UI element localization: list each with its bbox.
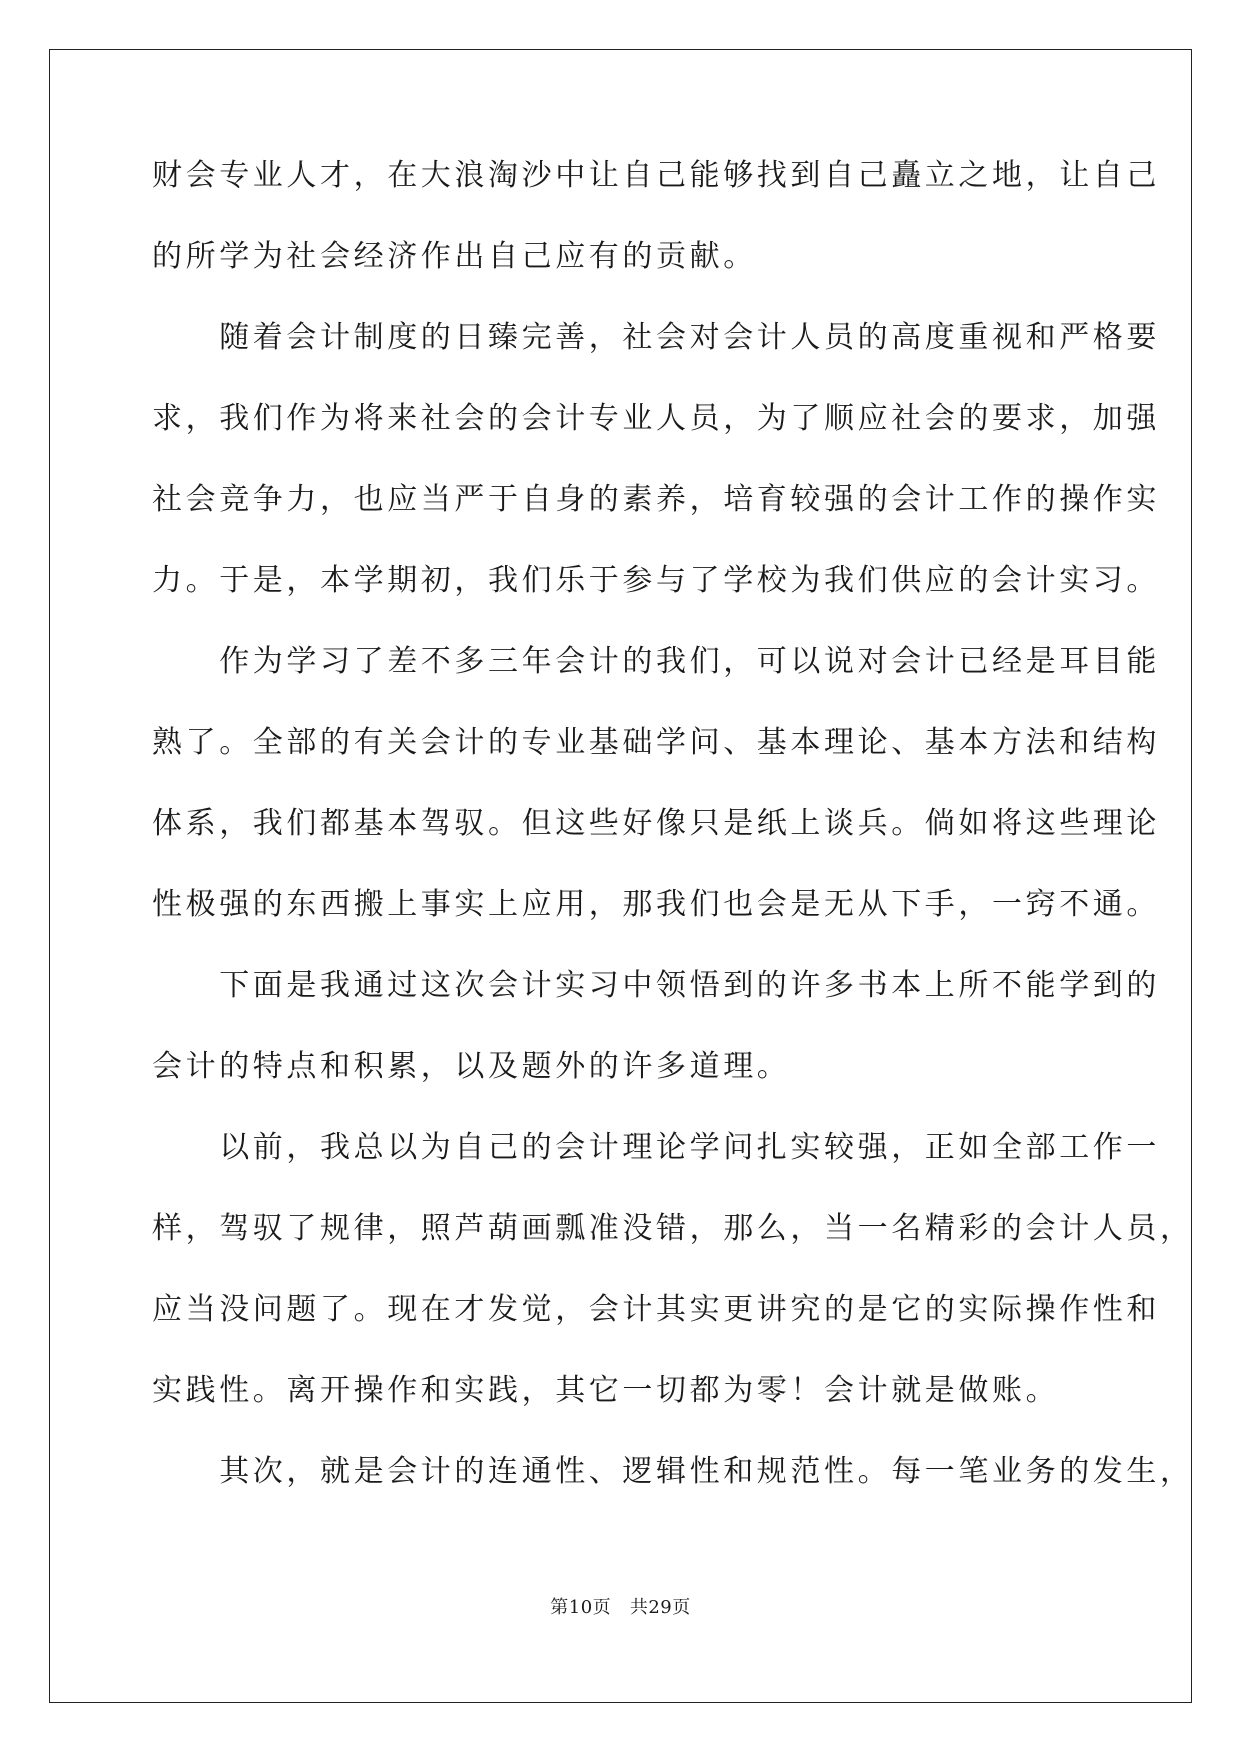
page-footer [0,1596,1241,1620]
text-line: 会计的特点和积累，以及题外的许多道理。 [152,1049,791,1084]
text-line: 作为学习了差不多三年会计的我们，可以说对会计已经是耳目能 [152,644,1160,679]
text-line: 随着会计制度的日臻完善，社会对会计人员的高度重视和严格要 [152,320,1160,355]
current-page-label: 第10页 [550,1597,612,1618]
text-line: 下面是我通过这次会计实习中领悟到的许多书本上所不能学到的 [152,968,1160,1003]
text-line: 以前，我总以为自己的会计理论学问扎实较强，正如全部工作一 [152,1130,1160,1165]
text-line: 应当没问题了。现在才发觉，会计其实更讲究的是它的实际操作性和 [152,1292,1160,1327]
document-body [152,158,1194,1535]
text-line: 实践性。离开操作和实践，其它一切都为零！会计就是做账。 [152,1373,1060,1408]
total-pages-label: 共29页 [629,1597,691,1618]
text-line: 熟了。全部的有关会计的专业基础学问、基本理论、基本方法和结构 [152,725,1160,760]
text-line: 的所学为社会经济作出自己应有的贡献。 [152,239,757,274]
text-line: 财会专业人才，在大浪淘沙中让自己能够找到自己矗立之地，让自己 [152,158,1160,193]
text-line: 性极强的东西搬上事实上应用，那我们也会是无从下手，一窍不通。 [152,887,1160,922]
text-line: 社会竞争力，也应当严于自身的素养，培育较强的会计工作的操作实 [152,482,1160,517]
text-line: 求，我们作为将来社会的会计专业人员，为了顺应社会的要求，加强 [152,401,1160,436]
text-line: 样，驾驭了规律，照芦葫画瓢准没错，那么，当一名精彩的会计人员， [152,1211,1194,1246]
text-line: 体系，我们都基本驾驭。但这些好像只是纸上谈兵。倘如将这些理论 [152,806,1160,841]
text-line: 力。于是，本学期初，我们乐于参与了学校为我们供应的会计实习。 [152,563,1160,598]
text-line: 其次，就是会计的连通性、逻辑性和规范性。每一笔业务的发生， [152,1454,1194,1489]
